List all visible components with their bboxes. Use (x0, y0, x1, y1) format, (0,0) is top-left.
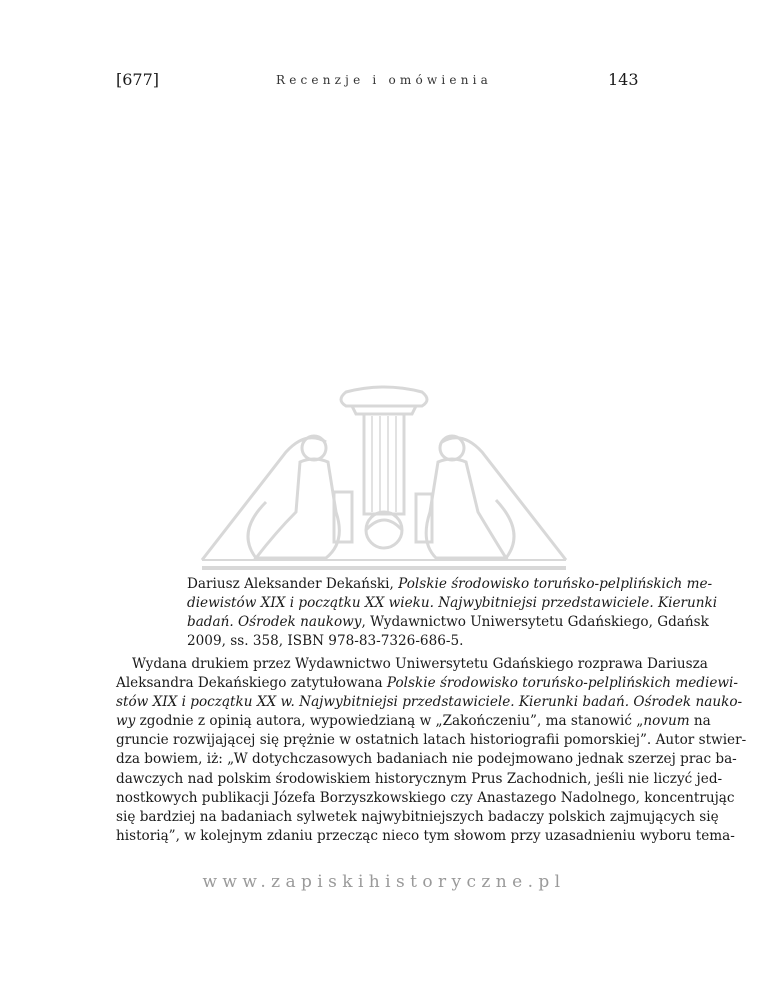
body-line (116, 693, 743, 712)
citation-line (187, 575, 713, 594)
text-run: dza bowiem, iż: „W dotychczasowych badaniach nie podejmowano jednak szerzej prac ba- (116, 751, 737, 768)
book-citation (187, 575, 718, 651)
italic-text: novum (643, 713, 690, 730)
text-run: Dariusz Aleksander Dekański, (187, 576, 399, 592)
body-line (116, 712, 711, 731)
italic-text: stów XIX i początku XX w. Najwybitniejsi przedstawiciele. Kierunki badań. Ośrodek nauko- (116, 694, 743, 711)
body-line (116, 827, 735, 846)
body-line (116, 808, 719, 827)
text-run: , Wydawnictwo Uniwersytetu Gdańskiego, Gdańsk (361, 614, 709, 630)
footer-url: www.zapiskihistoryczne.pl (202, 872, 566, 892)
italic-text: Polskie środowisko toruńsko-pelplińskich mediewi- (386, 675, 738, 692)
italic-text: wy (116, 713, 136, 730)
italic-text: Polskie środowisko toruńsko-pelplińskich me- (398, 576, 713, 592)
text-run: Aleksandra Dekańskiego zatytułowana (116, 675, 387, 692)
watermark-emblem (196, 382, 572, 574)
header-reference: [677] (116, 70, 160, 89)
body-line (116, 750, 737, 769)
text-run: historią”, w kolejnym zdaniu przecząc nieco tym słowom przy uzasadnieniu wyboru tema- (116, 827, 735, 844)
text-run: zgodnie z opinią autora, wypowiedzianą w „Zakończeniu”, ma stanowić „ (135, 713, 644, 730)
italic-text: diewistów XIX i początku XX wieku. Najwybitniejsi przedstawiciele. Kierunki (187, 595, 718, 611)
body-line (116, 674, 738, 693)
review-body-text (116, 655, 747, 846)
text-run: na (689, 713, 711, 730)
body-line (116, 770, 723, 789)
text-run: nostkowych publikacji Józefa Borzyszkowskiego czy Anastazego Nadolnego, koncentrując (116, 789, 735, 806)
header-section-title: Recenzje i omówienia (275, 73, 493, 87)
body-line (116, 655, 708, 674)
text-run: 2009, ss. 358, ISBN 978-83-7326-686-5. (187, 633, 464, 649)
citation-line (187, 594, 718, 613)
italic-text: badań. Ośrodek naukowy (187, 614, 362, 630)
page-number: 143 (608, 70, 639, 89)
text-run: Wydana drukiem przez Wydawnictwo Uniwersytetu Gdańskiego rozprawa Dariusza (132, 656, 708, 672)
citation-line (187, 632, 657, 651)
citation-line (187, 613, 709, 632)
text-run: gruncie rozwijającej się prężnie w ostatnich latach historiografii pomorskiej”. Autor stwier- (116, 732, 747, 749)
text-run: dawczych nad polskim środowiskiem historycznym Prus Zachodnich, jeśli nie liczyć jed- (116, 770, 723, 787)
text-run: się bardziej na badaniach sylwetek najwybitniejszych badaczy polskich zajmujących się (116, 808, 719, 825)
body-line (116, 789, 735, 808)
body-line (116, 731, 747, 750)
